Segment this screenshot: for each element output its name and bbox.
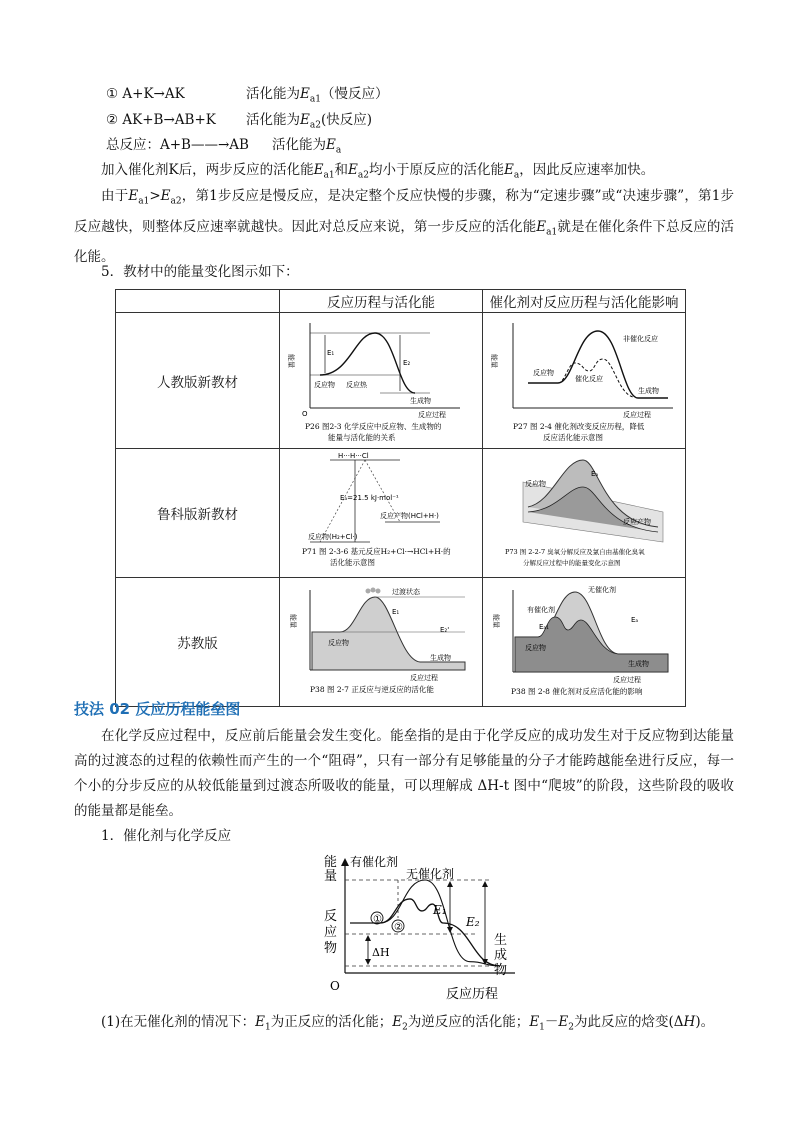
p4-e3: E (529, 1014, 540, 1030)
r2a-react: 反应物(H₂+Cl·) (308, 533, 358, 541)
lukeban-diagram-1 (280, 449, 483, 578)
step2-energy (246, 110, 372, 136)
r1b-y: 能量 (490, 354, 498, 368)
total-sub: a (335, 145, 342, 156)
p4-t4: － (544, 1014, 559, 1030)
section-heading: 技法 02 反应历程能垒图 (74, 700, 241, 718)
p1-b3: a (513, 170, 520, 181)
vreact-char: 应 (324, 925, 338, 940)
p2-b2: a2 (170, 196, 182, 207)
step2-note: (快反应) (320, 112, 372, 128)
row-label-renjiao: 人教版新教材 (116, 313, 280, 449)
p1-t1: 加入催化剂K后，两步反应的活化能 (101, 162, 314, 178)
step1-sym: E (300, 86, 310, 102)
r1a-e2: E₂ (403, 359, 411, 367)
paragraph-rate-step (74, 184, 734, 270)
dh-arrowhead-top (365, 935, 371, 941)
chart-xlabel: 反应历程 (446, 987, 499, 1002)
p1-t2: 和 (334, 162, 349, 178)
item1-label: 1．催化剂与化学反应 (101, 828, 232, 844)
row-label-sujiao: 苏教版 (116, 578, 280, 707)
catalyst-energy-chart (310, 848, 530, 1003)
r1b-react: 反应物 (533, 369, 554, 377)
e1-arrowhead-top (447, 881, 453, 887)
p1-s3: E (504, 162, 514, 178)
label-with-catalyst: 有催化剂 (350, 855, 399, 869)
r2a-cap2: 活化能示意图 (330, 558, 375, 567)
sujiao-activation-svg (280, 582, 482, 702)
r2a-ea: Eₐ=21.5 kJ·mol⁻¹ (340, 494, 399, 502)
step1-note: （慢反应） (320, 86, 389, 102)
label-product (494, 932, 507, 978)
p4-t6: )。 (695, 1014, 715, 1030)
step1-sub: a1 (309, 94, 321, 105)
step1-energy (246, 84, 388, 110)
p1-b2: a2 (357, 170, 369, 181)
p1-s1: E (313, 162, 324, 178)
e2-arrowhead-top (482, 881, 488, 887)
r2b-cap2: 分解反应过程中的能量变化示意图 (523, 559, 621, 567)
paragraph-energy-barrier: 在化学反应过程中，反应前后能量会发生变化。能垒指的是由于化学反应的成功发生对于反应物到达能量高的过渡态的过程的依赖性而产生的一个“阻碍”，只有一部分有足够能量的分子才能跨越能垒进行反应，每一个小的分步反应的从较低能量到过渡态所吸收的能量，可以理解成 ΔH-t 图中“爬坡”的阶段，这些阶段的吸收的能量都是能垒。 (74, 728, 734, 819)
step2-act: 活化能为 (246, 112, 300, 128)
r3b-cat: 有催化剂 (527, 606, 555, 614)
step1-line (106, 84, 185, 104)
p4-e1: E (255, 1014, 265, 1030)
r2a-cap1: P71 图 2-3-6 基元反应H₂+Cl·→HCl+H·的 (302, 547, 451, 556)
step2-sub: a2 (309, 120, 321, 131)
p2-t2: 就是在催化条件下总反应的活化能。 (74, 218, 735, 266)
label-step1: ① (373, 914, 382, 925)
r1a-cap2: 能量与活化能的关系 (328, 433, 396, 442)
p4-t2: 为正反应的活化能； (270, 1014, 393, 1030)
dh-arrowhead-bottom (365, 959, 371, 965)
p1-t3: 均小于原反应的活化能 (369, 162, 504, 178)
sujiao-diagram-1 (280, 578, 483, 707)
r2b-ea: Eₐ (591, 470, 599, 478)
label-dh: ΔH (372, 946, 390, 959)
p4-t3: 为逆反应的活化能； (407, 1014, 530, 1030)
r3b-y: 能量 (492, 614, 500, 628)
p2-b1: a1 (138, 196, 150, 207)
r3a-ts: 过渡状态 (392, 588, 420, 596)
p2-s3: E (536, 218, 547, 235)
r3b-nocat: 无催化剂 (588, 586, 616, 594)
step1-equation: ① A+K→AK (106, 86, 185, 102)
r1a-e1: E₁ (327, 349, 335, 357)
vprod-char: 成 (494, 948, 508, 963)
p1-s2: E (348, 162, 358, 178)
r1b-prod: 生成物 (638, 387, 659, 395)
step2-line (106, 110, 216, 130)
r1a-prod: 生成物 (410, 397, 431, 405)
lukeban-diagram-2 (483, 449, 686, 578)
r2a-top: H···H···Cl (338, 452, 369, 460)
label-e1: E₁ (433, 903, 447, 917)
step1-act: 活化能为 (246, 86, 300, 102)
label-no-catalyst: 无催化剂 (406, 867, 455, 881)
r1b-nocat: 非催化反应 (623, 335, 658, 343)
r1a-cap1: P26 图2-3 化学反应中反应物、生成物的 (305, 422, 442, 431)
vprod-char: 物 (494, 963, 508, 978)
r1a-react: 反应物 (314, 381, 335, 389)
p1-t4: ，因此反应速率加快。 (519, 162, 655, 178)
r3a-x: 反应过程 (410, 674, 438, 682)
r2b-react: 反应物 (525, 480, 546, 488)
renjiao-activation-svg (280, 313, 482, 448)
p4-s4: 2 (568, 1022, 574, 1033)
r2a-prod: 反应产物(HCl+H·) (380, 512, 439, 520)
renjiao-diagram-1 (280, 313, 483, 449)
r1a-heat: 反应热 (346, 381, 367, 389)
r1a-y: 能量 (287, 354, 295, 368)
p2-gt: > (149, 188, 161, 204)
p2-s1: E (128, 188, 139, 204)
item5-label: 5．教材中的能量变化图示如下： (101, 264, 299, 280)
total-equation: 总反应：A+B——→AB (106, 137, 249, 153)
r1a-x: 反应过程 (418, 411, 446, 419)
label-e2: E₂ (466, 915, 480, 929)
r1b-cap2: 反应活化能示意图 (543, 433, 603, 442)
p2-s2: E (160, 188, 171, 204)
r3b-ea: Eₐ (631, 616, 639, 624)
renjiao-catalyst-svg (483, 313, 685, 448)
r3b-react: 反应物 (525, 644, 546, 652)
sujiao-diagram-2 (483, 578, 686, 707)
r3a-e1: E₁ (392, 608, 400, 616)
r3a-y: 能量 (289, 614, 297, 628)
p4-s2: 2 (402, 1022, 408, 1033)
lukeban-activation-svg (280, 452, 482, 574)
vreact-char: 物 (324, 941, 338, 956)
vprod-char: 生 (494, 933, 508, 948)
sujiao-catalyst-svg (483, 582, 685, 702)
vreact-char: 反 (324, 909, 338, 924)
r1b-cat: 催化反应 (575, 375, 603, 383)
paragraph-enthalpy (101, 1012, 714, 1038)
table-corner (116, 290, 280, 313)
e1-arrowhead-bottom (447, 927, 453, 933)
p4-e4: E (558, 1014, 569, 1030)
r3a-react: 反应物 (328, 639, 349, 647)
p4-t1: (1)在无催化剂的情况下： (101, 1014, 256, 1030)
p4-s1: 1 (264, 1022, 271, 1033)
p2-b3: a1 (546, 227, 558, 238)
label-step2: ② (394, 922, 403, 933)
lukeban-catalyst-svg (483, 452, 685, 574)
total-act: 活化能为 (272, 137, 326, 153)
p1-b1: a1 (323, 170, 335, 181)
r3b-e1: Eₐ₁ (539, 623, 549, 631)
r3b-x: 反应过程 (613, 676, 641, 684)
p2-t0: 由于 (101, 188, 129, 204)
step2-equation: ② AK+B→AB+K (106, 112, 216, 128)
r3a-prod: 生成物 (430, 654, 451, 662)
r2b-cap1: P73 图 2-2-7 臭氧分解反应及氯自由基催化臭氧 (505, 548, 645, 556)
table-head-2: 催化剂对反应历程与活化能影响 (483, 290, 686, 313)
p4-s3: 1 (539, 1022, 545, 1033)
total-energy (272, 135, 341, 161)
chart-ylabel-char: 能 (324, 855, 338, 870)
label-reactant (324, 909, 337, 956)
row-label-lukeban: 鲁科版新教材 (116, 449, 280, 578)
chart-ylabel-char: 量 (324, 869, 338, 884)
table-head-1: 反应历程与活化能 (280, 290, 483, 313)
textbook-comparison-table (115, 289, 686, 707)
total-sym: E (326, 137, 336, 153)
chart-origin: O (330, 979, 340, 993)
r1b-cap1: P27 图 2-4 催化剂改变反应历程，降低 (513, 422, 645, 431)
p4-t5: 为此反应的焓变(Δ (574, 1014, 684, 1030)
step2-sym: E (300, 112, 310, 128)
r3b-prod: 生成物 (628, 660, 649, 668)
total-line (106, 135, 249, 155)
p4-e5: H (683, 1014, 696, 1030)
r3a-e2: E₂' (440, 626, 450, 634)
r3b-cap1: P38 图 2-8 催化剂对反应活化能的影响 (511, 687, 643, 696)
r1a-origin: O (302, 410, 308, 418)
r1b-x: 反应过程 (623, 411, 651, 419)
renjiao-diagram-2 (483, 313, 686, 449)
chart-y-arrow (341, 858, 349, 866)
r3a-cap1: P38 图 2-7 正反应与逆反应的活化能 (310, 685, 434, 694)
r2b-prod: 反应产物 (623, 518, 651, 526)
p2-t1: ，第1步反应是慢反应，是决定整个反应快慢的步骤，称为“定速步骤”或“决速步骤”，第1步反应越快，则整体反应速率就越快。因此对总反应来说，第一步反应的活化能 (74, 188, 735, 235)
p4-e2: E (392, 1014, 403, 1030)
